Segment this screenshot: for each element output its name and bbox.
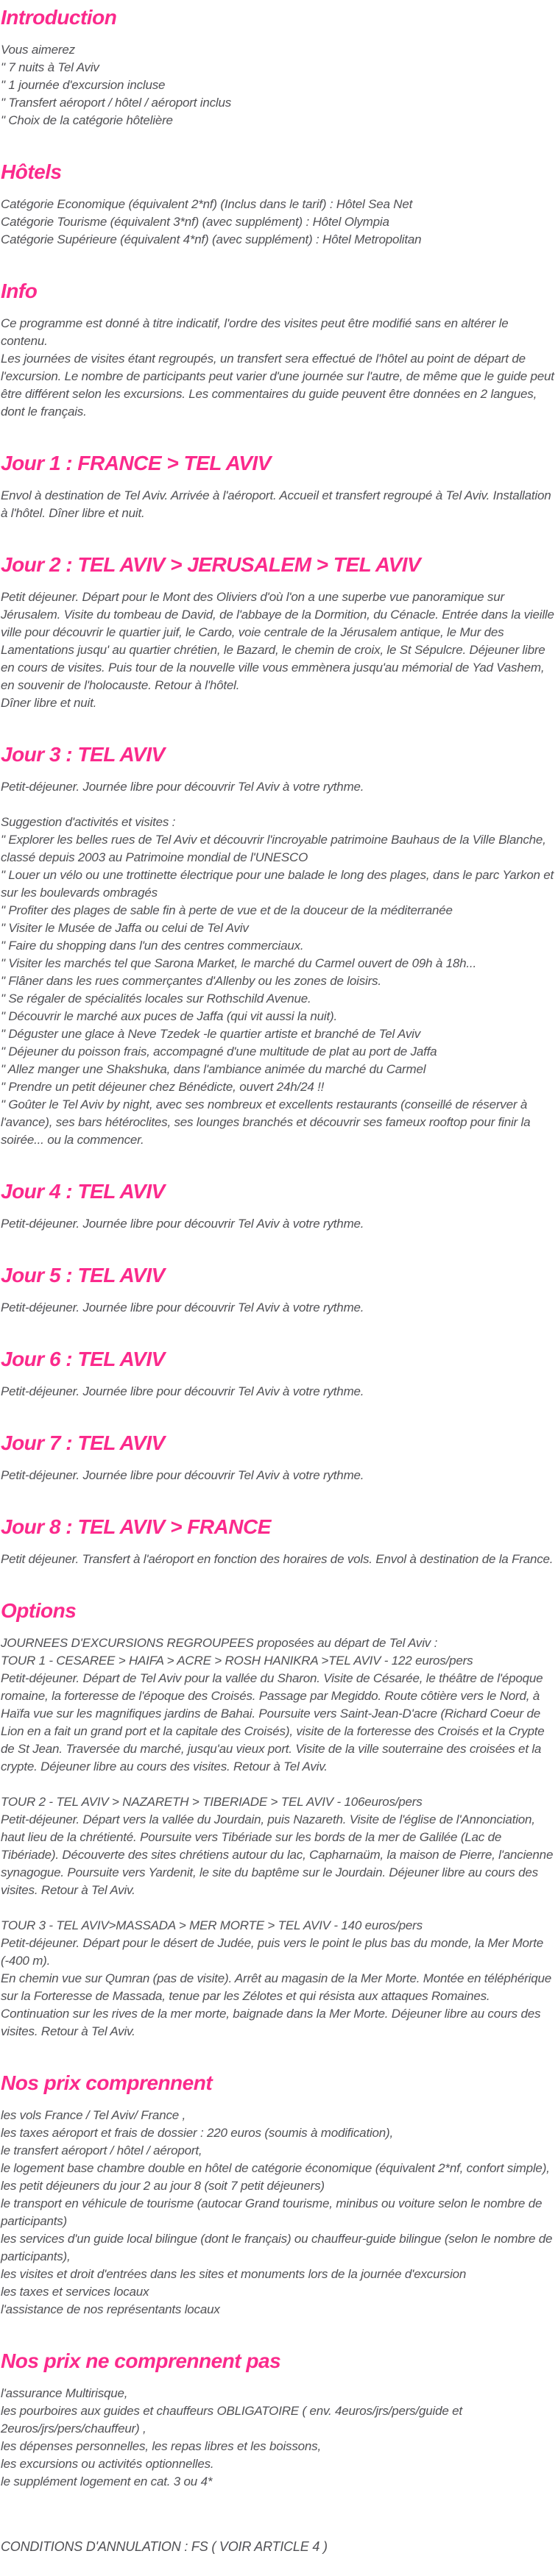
paragraph: les taxes et services locaux — [1, 2285, 149, 2299]
paragraph: le transport en véhicule de tourisme (autocar Grand tourisme, minibus ou voiture selon le nombre de participants) — [1, 2196, 543, 2228]
section-body — [1, 1634, 557, 2040]
section-jour-6 — [1, 1348, 557, 1401]
paragraph: Catégorie Tourisme (équivalent 3*nf) (avec supplément) : Hôtel Olympia — [1, 215, 389, 229]
section-jour-7 — [1, 1431, 557, 1484]
paragraph: Petit-déjeuner. Départ vers la vallée du Jourdain, puis Nazareth. Visite de l'église de l'Annonciation, haut lieu de la chrétienté. Poursuite vers Tibériade sur les bords de la mer de Galilée (Lac de Tibériade). Découverte des sites chrétiens autour du lac, Capharnaüm, la maison de Pierre, l'ancienne synagogue. Poursuite vers Yardenit, le site du baptême sur le Jourdain. Déjeuner libre au cours des visites. Retour à Tel Aviv. — [1, 1812, 554, 1897]
section-body — [1, 1215, 557, 1233]
paragraph: " Déjeuner du poisson frais, accompagné d'une multitude de plat au port de Jaffa — [1, 1045, 437, 1058]
paragraph: " Louer un vélo ou une trottinette électrique pour une balade le long des plages, dans le parc Yarkon et sur les boulevards ombragés — [1, 868, 554, 900]
section-title: Jour 8 : TEL AVIV > FRANCE — [1, 1515, 271, 1538]
paragraph: " Visiter le Musée de Jaffa ou celui de Tel Aviv — [1, 921, 249, 935]
sections — [1, 6, 557, 2491]
section-body — [1, 41, 557, 129]
section-body — [1, 2385, 557, 2491]
section-title: Jour 5 : TEL AVIV — [1, 1264, 165, 1287]
paragraph — [1, 1776, 557, 1793]
paragraph: " Se régaler de spécialités locales sur Rothschild Avenue. — [1, 992, 311, 1006]
paragraph: " 7 nuits à Tel Aviv — [1, 60, 99, 74]
section-body — [1, 588, 557, 712]
section-jour-8 — [1, 1515, 557, 1568]
paragraph: Petit-déjeuner. Départ pour le désert de Judée, puis vers le point le plus bas du monde, la Mer Morte (-400 m). — [1, 1936, 544, 1968]
section-title: Introduction — [1, 6, 117, 29]
section-options — [1, 1599, 557, 2040]
paragraph: Les journées de visites étant regroupés, un transfert sera effectué de l'hôtel au point de départ de l'excursion. Le nombre de participants peut varier d'une journée sur l'autre, de même que le guide peut être différent selon les excursions. Les commentaires du guide peuvent être données en 2 langues, dont le français. — [1, 352, 554, 419]
paragraph: les petit déjeuners du jour 2 au jour 8 (soit 7 petit déjeuners) — [1, 2179, 325, 2193]
paragraph: les dépenses personnelles, les repas libres et les boissons, — [1, 2439, 321, 2453]
section-body — [1, 2107, 557, 2319]
section-title: Jour 2 : TEL AVIV > JERUSALEM > TEL AVIV — [1, 553, 421, 576]
paragraph: Dîner libre et nuit. — [1, 696, 97, 710]
section-title: Jour 6 : TEL AVIV — [1, 1348, 165, 1370]
paragraph: Petit-déjeuner. Journée libre pour découvrir Tel Aviv à votre rythme. — [1, 1217, 364, 1231]
paragraph: En chemin vue sur Qumran (pas de visite). Arrêt au magasin de la Mer Morte. Montée en téléphérique sur la Forteresse de Massada, tenue par les Zélotes et qui résista aux attaques Romaines. Continuation sur les rives de la mer morte, baignade dans la Mer Morte. Déjeuner libre au cours des visites. Retour à Tel Aviv. — [1, 1971, 551, 2038]
section-jour-1 — [1, 452, 557, 522]
paragraph: Envol à destination de Tel Aviv. Arrivée à l'aéroport. Accueil et transfert regroupé à Tel Aviv. Installation à l'hôtel. Dîner libre et nuit. — [1, 488, 551, 520]
section-jour-5 — [1, 1264, 557, 1317]
paragraph: Suggestion d'activités et visites : — [1, 815, 176, 829]
section-body — [1, 487, 557, 522]
section-body — [1, 196, 557, 249]
paragraph: les vols France / Tel Aviv/ France , — [1, 2108, 186, 2122]
section-body — [1, 315, 557, 421]
paragraph: JOURNEES D'EXCURSIONS REGROUPEES proposées au départ de Tel Aviv : — [1, 1636, 438, 1650]
paragraph: Ce programme est donné à titre indicatif, l'ordre des visites peut être modifié sans en altérer le contenu. — [1, 316, 509, 348]
paragraph: " Visiter les marchés tel que Sarona Market, le marché du Carmel ouvert de 09h à 18h... — [1, 956, 476, 970]
section-body — [1, 1551, 557, 1568]
paragraph: " Choix de la catégorie hôtelière — [1, 113, 173, 127]
paragraph: les services d'un guide local bilingue (dont le français) ou chauffeur-guide bilingue (selon le nombre de participants), — [1, 2232, 553, 2263]
section-title: Info — [1, 280, 38, 302]
section-jour-4 — [1, 1180, 557, 1233]
paragraph: le transfert aéroport / hôtel / aéroport, — [1, 2143, 202, 2157]
section-title: Jour 1 : FRANCE > TEL AVIV — [1, 452, 271, 474]
section-title: Nos prix comprennent — [1, 2071, 213, 2094]
cancellation-conditions: CONDITIONS D'ANNULATION : FS ( VOIR ARTICLE 4 ) — [1, 2539, 328, 2554]
paragraph: " Profiter des plages de sable fin à perte de vue et de la douceur de la méditerranée — [1, 903, 453, 917]
paragraph: Petit-déjeuner. Journée libre pour découvrir Tel Aviv à votre rythme. — [1, 1301, 364, 1314]
section-jour-2 — [1, 553, 557, 712]
paragraph: Vous aimerez — [1, 43, 75, 57]
paragraph: Petit-déjeuner. Départ de Tel Aviv pour la vallée du Sharon. Visite de Césarée, le théâtre de l'époque romaine, la forteresse de l'époque des Croisés. Passage par Megiddo. Route côtière vers le Nord, à Haïfa vue sur les magnifiques jardins de Bahai. Poursuite vers Saint-Jean-D'acre (Richard Coeur de Lion en a fait un grand port et la capitale des Croisés), visite de la forteresse des Croisés et la Crypte de St Jean. Traversée du marché, jusqu'au vieux port. Visite de la ville souterraine des croisées et la crypte. Déjeuner libre au cours des visites. Retour à Tel Aviv. — [1, 1671, 545, 1773]
section-body — [1, 1299, 557, 1317]
paragraph: TOUR 2 - TEL AVIV > NAZARETH > TIBERIADE > TEL AVIV - 106euros/pers — [1, 1795, 423, 1809]
paragraph: " Découvrir le marché aux puces de Jaffa (qui vit aussi la nuit). — [1, 1009, 337, 1023]
section-prix-ne-comprennent-pas — [1, 2349, 557, 2491]
paragraph: " Transfert aéroport / hôtel / aéroport inclus — [1, 96, 232, 110]
paragraph: " Prendre un petit déjeuner chez Bénédicte, ouvert 24h/24 !! — [1, 1080, 325, 1094]
paragraph: " 1 journée d'excursion incluse — [1, 78, 166, 92]
section-title: Options — [1, 1599, 77, 1622]
paragraph: " Faire du shopping dans l'un des centres commerciaux. — [1, 939, 304, 953]
paragraph: les excursions ou activités optionnelles. — [1, 2457, 214, 2471]
paragraph: le supplément logement en cat. 3 ou 4* — [1, 2474, 213, 2488]
section-body — [1, 1383, 557, 1401]
paragraph: " Goûter le Tel Aviv by night, avec ses nombreux et excellents restaurants (conseillé de réserver à l'avance), ses bars hétéroclites, ses lounges branchés et découvrir ses fameux rooftop pour finir la soirée... ou la commencer. — [1, 1097, 531, 1147]
paragraph: Catégorie Supérieure (équivalent 4*nf) (avec supplément) : Hôtel Metropolitan — [1, 232, 422, 246]
paragraph: l'assistance de nos représentants locaux — [1, 2302, 220, 2316]
paragraph: le logement base chambre double en hôtel de catégorie économique (équivalent 2*nf, confort simple), — [1, 2161, 550, 2175]
paragraph: l'assurance Multirisque, — [1, 2386, 128, 2400]
section-title: Nos prix ne comprennent pas — [1, 2349, 281, 2372]
section-introduction — [1, 6, 557, 129]
section-body — [1, 1467, 557, 1484]
section-title: Hôtels — [1, 160, 62, 183]
paragraph: TOUR 1 - CESAREE > HAIFA > ACRE > ROSH HANIKRA >TEL AVIV - 122 euros/pers — [1, 1654, 473, 1668]
paragraph: les pourboires aux guides et chauffeurs OBLIGATOIRE ( env. 4euros/jrs/pers/guide et 2euros/jrs/pers/chauffeur) , — [1, 2404, 462, 2436]
section-title: Jour 4 : TEL AVIV — [1, 1180, 165, 1203]
section-jour-3 — [1, 743, 557, 1149]
paragraph: " Déguster une glace à Neve Tzedek -le quartier artiste et branché de Tel Aviv — [1, 1027, 421, 1041]
section-body — [1, 778, 557, 1149]
paragraph: Petit-déjeuner. Journée libre pour découvrir Tel Aviv à votre rythme. — [1, 1384, 364, 1398]
paragraph — [1, 1899, 557, 1917]
paragraph: TOUR 3 - TEL AVIV>MASSADA > MER MORTE > TEL AVIV - 140 euros/pers — [1, 1918, 423, 1932]
section-title: Jour 3 : TEL AVIV — [1, 743, 165, 766]
paragraph: les visites et droit d'entrées dans les sites et monuments lors de la journée d'excursion — [1, 2267, 467, 2281]
paragraph: Petit-déjeuner. Journée libre pour découvrir Tel Aviv à votre rythme. — [1, 1468, 364, 1482]
paragraph: Petit déjeuner. Départ pour le Mont des Oliviers d'où l'on a une superbe vue panoramique sur Jérusalem. Visite du tombeau de David, de l'abbaye de la Dormition, du Cénacle. Entrée dans la vieille ville pour découvrir le quartier juif, le Cardo, voie centrale de la Jérusalem antique, le Mur des Lamentations jusqu' au quartier chrétien, le Bazard, le chemin de croix, le St Sépulcre. Déjeuner libre en cours de visites. Puis tour de la nouvelle ville vous emmènera jusqu'au mémorial de Yad Vashem, en souvenir de l'holocauste. Retour à l'hôtel. — [1, 590, 554, 692]
section-info — [1, 280, 557, 421]
paragraph: " Flâner dans les rues commerçantes d'Allenby ou les zones de loisirs. — [1, 974, 381, 988]
paragraph: les taxes aéroport et frais de dossier : 220 euros (soumis à modification), — [1, 2126, 394, 2140]
section-prix-comprennent — [1, 2071, 557, 2319]
paragraph: " Allez manger une Shakshuka, dans l'ambiance animée du marché du Carmel — [1, 1062, 426, 1076]
paragraph: Catégorie Economique (équivalent 2*nf) (Inclus dans le tarif) : Hôtel Sea Net — [1, 197, 413, 211]
section-hotels — [1, 160, 557, 249]
paragraph — [1, 796, 557, 814]
section-title: Jour 7 : TEL AVIV — [1, 1431, 165, 1454]
paragraph: Petit-déjeuner. Journée libre pour découvrir Tel Aviv à votre rythme. — [1, 780, 364, 794]
paragraph: " Explorer les belles rues de Tel Aviv et découvrir l'incroyable patrimoine Bauhaus de la Ville Blanche, classé depuis 2003 au Patrimoine mondial de l'UNESCO — [1, 833, 546, 864]
paragraph: Petit déjeuner. Transfert à l'aéroport en fonction des horaires de vols. Envol à destination de la France. — [1, 1552, 554, 1566]
